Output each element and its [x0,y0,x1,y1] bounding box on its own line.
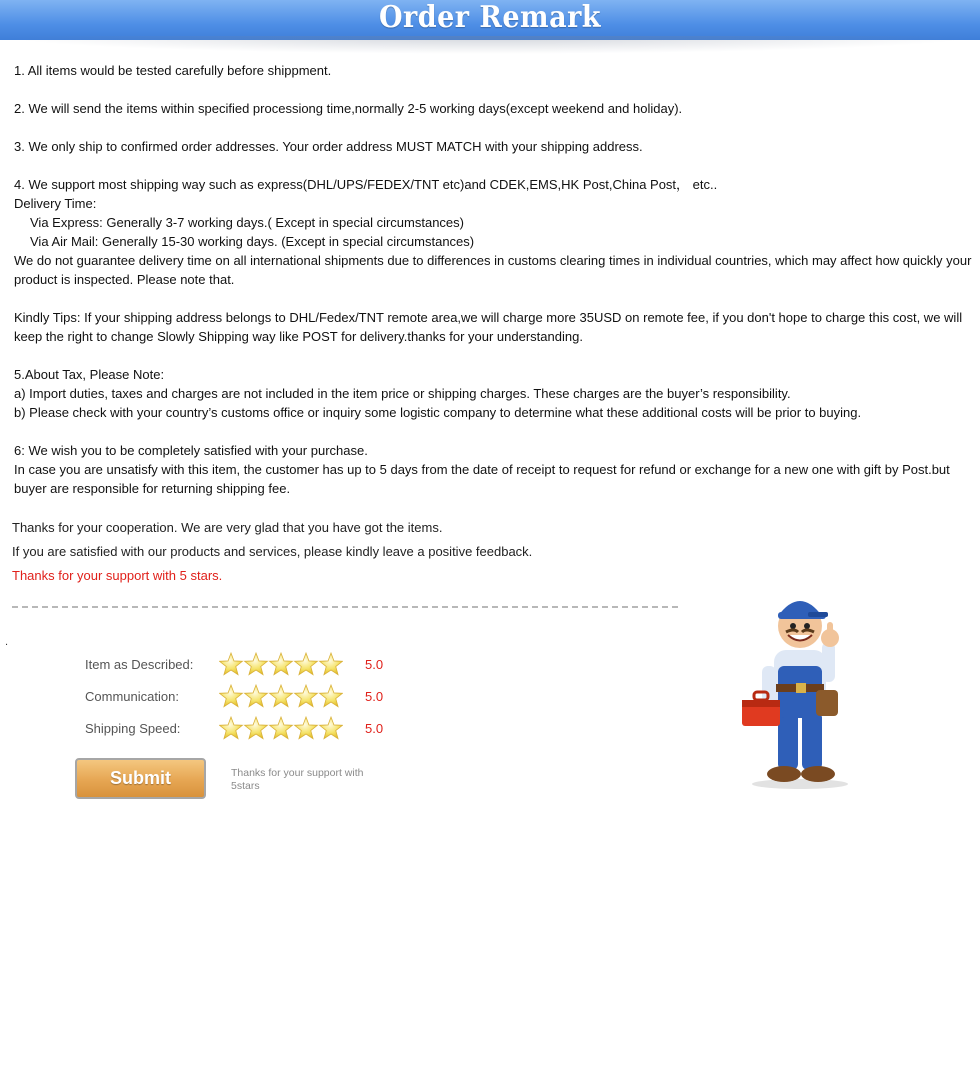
term-item-3: 3. We only ship to confirmed order addresses. Your order address MUST MATCH with your shipping address. [14,139,643,154]
star-icon[interactable] [245,717,268,739]
star-rating-icons[interactable] [219,683,343,709]
kindly-tips-text: Kindly Tips: If your shipping address belongs to DHL/Fedex/TNT remote area,we will charge more 35USD on remote fee, if you don't hope to charge this cost, we will keep the right to change Slowly Shipping way like POST for delivery.thanks for your understanding. [14,310,963,344]
term-item-2: 2. We will send the items within specified processiong time,normally 2-5 working days(except weekend and holiday). [14,101,683,116]
term-item-1: 1. All items would be tested carefully before shippment. [14,63,332,78]
term-item-4: 4. We support most shipping way such as express(DHL/UPS/FEDEX/TNT etc)and CDEK,EMS,HK Post,China Post， etc.. [14,177,718,192]
star-icon[interactable] [245,653,268,675]
star-icon[interactable] [295,685,318,707]
rating-score: 5.0 [365,657,384,672]
tax-note-b: b) Please check with your country’s customs office or inquiry some logistic company to determine what these additional costs will be prior to buying. [14,405,862,420]
submit-button[interactable]: Submit [75,758,206,799]
terms-section [14,61,976,498]
stray-dot: . [5,636,9,648]
star-icon[interactable] [220,685,243,707]
thanks-line-1: Thanks for your cooperation. We are very glad that you have got the items. [12,520,443,535]
star-icon[interactable] [320,685,343,707]
refund-policy-text: In case you are unsatisfy with this item, the customer has up to 5 days from the date of receipt to request for refund or exchange for a new one with gift by Post.but buyer are responsible for returning shipping fee. [14,462,950,496]
rating-label: Shipping Speed: [85,721,181,736]
rating-score: 5.0 [365,689,384,704]
delivery-time-label: Delivery Time: [14,196,97,211]
tax-title: 5.About Tax, Please Note: [14,367,165,382]
header-shadow [0,36,980,54]
star-icon[interactable] [270,685,293,707]
term-item-6: 6: We wish you to be completely satisfied with your purchase. [14,443,368,458]
thanks-line-3: Thanks for your support with 5 stars. [12,568,223,583]
no-guarantee-text: We do not guarantee delivery time on all international shipments due to differences in customs clearing times in individual countries, which may affect how quickly your product is inspected. Please note that. [14,253,972,287]
thanks-line-2: If you are satisfied with our products and services, please kindly leave a positive feedback. [12,544,533,559]
star-icon[interactable] [295,717,318,739]
page-title: Order Remark [378,0,602,35]
rating-score: 5.0 [365,721,384,736]
via-express-text: Via Express: Generally 3-7 working days.( Except in special circumstances) [30,215,464,230]
thanks-section [12,516,532,588]
star-icon[interactable] [220,717,243,739]
star-icon[interactable] [270,653,293,675]
star-icon[interactable] [320,717,343,739]
worker-mascot-icon [738,582,858,792]
header-banner [0,0,980,40]
star-icon[interactable] [245,685,268,707]
dashed-divider [12,606,678,611]
star-rating-icons[interactable] [219,651,343,677]
star-rating-icons[interactable] [219,715,343,741]
rating-label: Item as Described: [85,657,194,672]
tax-note-a: a) Import duties, taxes and charges are not included in the item price or shipping charges. These charges are the buyer’s responsibility. [14,386,791,401]
star-icon[interactable] [295,653,318,675]
via-air-mail-text: Via Air Mail: Generally 15-30 working days. (Except in special circumstances) [30,234,475,249]
submit-note: Thanks for your support with 5stars [231,767,364,792]
star-icon[interactable] [270,717,293,739]
rating-label: Communication: [85,689,179,704]
star-icon[interactable] [220,653,243,675]
star-icon[interactable] [320,653,343,675]
